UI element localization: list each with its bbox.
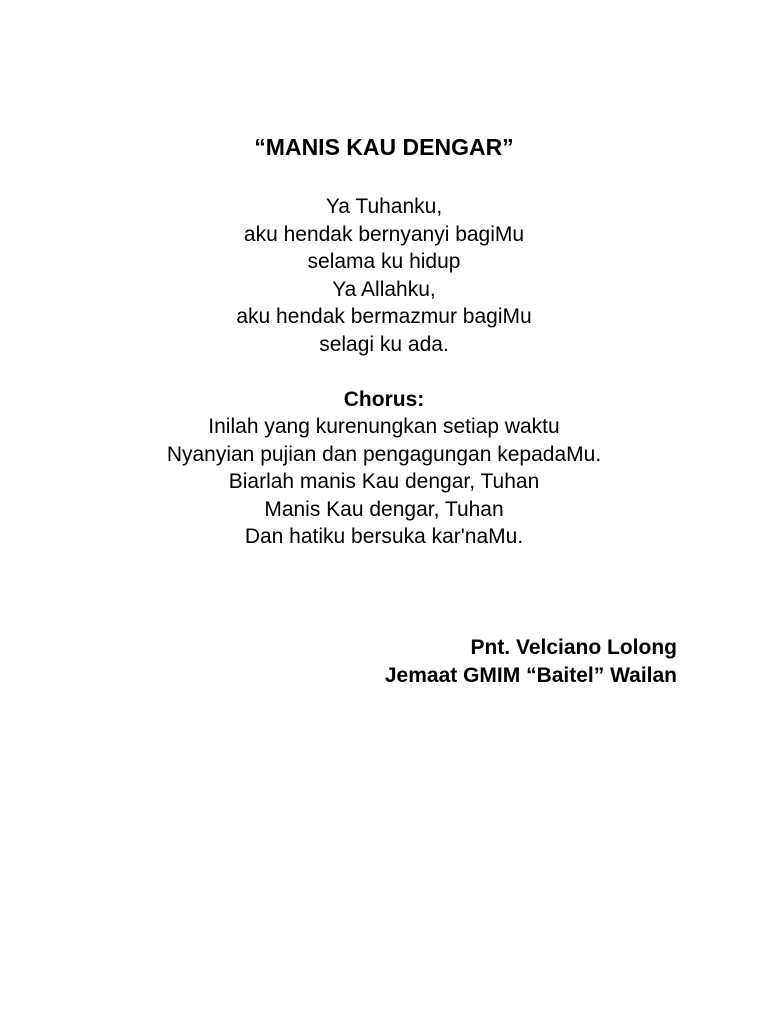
verse-line: Ya Allahku, [332, 277, 436, 301]
verse-line: aku hendak bernyanyi bagiMu [243, 222, 525, 246]
chorus-line: Nyanyian pujian dan pengagungan kepadaMu. [166, 442, 602, 466]
verse-line: selama ku hidup [307, 250, 461, 273]
author-name: Pnt. Velciano Lolong [470, 636, 677, 659]
verse-line: selagi ku ada. [319, 332, 449, 356]
chorus-stanza [0, 413, 768, 551]
song-title: “MANIS KAU DENGAR” [254, 134, 514, 160]
verse-line: aku hendak bermazmur bagiMu [236, 305, 532, 328]
author-signature [385, 634, 677, 690]
chorus-line: Inilah yang kurenungkan setiap waktu [208, 415, 560, 438]
verse-line: Ya Tuhanku, [325, 195, 443, 218]
author-congregation: Jemaat GMIM “Baitel” Wailan [384, 664, 677, 687]
chorus-line: Manis Kau dengar, Tuhan [264, 497, 504, 521]
chorus-line: Biarlah manis Kau dengar, Tuhan [228, 470, 540, 493]
chorus-heading: Chorus: [343, 388, 425, 411]
chorus-line: Dan hatiku bersuka kar'naMu. [244, 525, 524, 548]
verse-stanza [0, 193, 768, 358]
